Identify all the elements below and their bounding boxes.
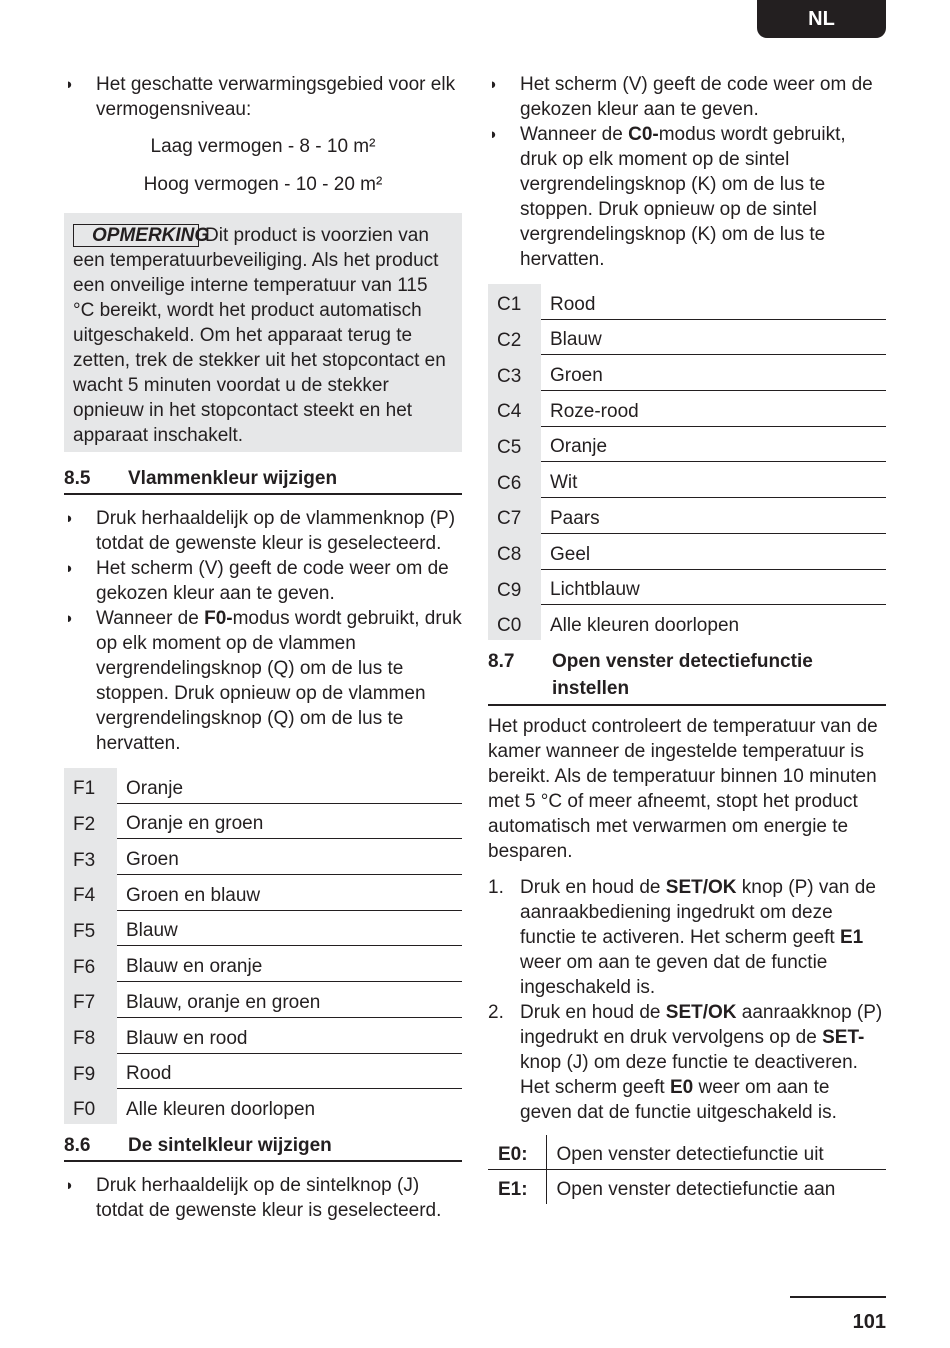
code-cell: C0 <box>488 605 541 640</box>
code-cell: C1 <box>488 284 541 319</box>
flame-color-row <box>64 803 462 839</box>
value-cell: Blauw <box>541 319 886 355</box>
left-column <box>64 72 462 1223</box>
value-cell: Oranje <box>541 426 886 462</box>
section-8-7-heading: 8.7 Open venster detectiefunctie instellen <box>488 648 886 706</box>
code-cell: C2 <box>488 319 541 355</box>
value-cell: Blauw <box>117 910 462 946</box>
flame-color-row <box>64 910 462 946</box>
step-2: 2. Druk en houd de SET/OK aanraakknop (P) ingedrukt en druk vervolgens op de SET- knop (J) om deze functie te deactiveren. Het scherm geeft E0 weer om aan te geven dat de functie uitgeschakeld is. <box>488 1001 883 1123</box>
code-cell: E0: <box>488 1135 546 1170</box>
language-tab: NL <box>757 0 886 38</box>
value-cell: Alle kleuren doorlopen <box>126 1098 316 1120</box>
ember-color-row <box>488 569 886 605</box>
value-cell: Blauw en oranje <box>117 946 462 982</box>
code-cell: C8 <box>488 533 541 569</box>
right-column <box>488 72 886 1204</box>
flame-color-row <box>64 875 462 911</box>
value-cell: Blauw en rood <box>117 1017 462 1053</box>
value-cell: Groen <box>117 839 462 875</box>
code-cell: F0 <box>64 1089 117 1124</box>
code-cell: C5 <box>488 426 541 462</box>
code-cell: F9 <box>64 1053 117 1089</box>
ember-color-row <box>488 462 886 498</box>
value-cell: Groen en blauw <box>117 875 462 911</box>
steps-list <box>488 875 886 1125</box>
code-cell: C9 <box>488 569 541 605</box>
ember-color-row <box>488 355 886 391</box>
flame-color-row <box>64 768 462 803</box>
value-cell: Open venster detectiefunctie uit <box>546 1135 886 1170</box>
code-cell: C6 <box>488 462 541 498</box>
flame-color-table <box>64 768 462 1124</box>
code-cell: F7 <box>64 982 117 1018</box>
code-cell: F2 <box>64 803 117 839</box>
value-cell: Alle kleuren doorlopen <box>550 614 740 636</box>
note-box <box>64 213 462 452</box>
ember-color-row <box>488 605 886 640</box>
step-1: 1. Druk en houd de SET/OK knop (P) van de aanraakbediening ingedrukt om deze functie te activeren. Het scherm geeft E1 weer om aan te geven dat de functie ingeschakeld is. <box>488 876 876 998</box>
ember-color-row <box>488 319 886 355</box>
value-cell: Blauw, oranje en groen <box>117 982 462 1018</box>
bullet-icon: ◗ <box>65 560 75 577</box>
value-cell: Oranje en groen <box>117 803 462 839</box>
ember-color-row <box>488 498 886 534</box>
flame-color-row <box>64 839 462 875</box>
note-label: OPMERKING <box>73 224 199 247</box>
value-cell: Lichtblauw <box>541 569 886 605</box>
value-cell: Paars <box>541 498 886 534</box>
value-cell: Geel <box>541 533 886 569</box>
value-cell: Oranje <box>117 768 462 803</box>
code-cell: C7 <box>488 498 541 534</box>
power-high: Hoog vermogen - 10 - 20 m² <box>143 174 383 195</box>
bullet-flame-screen: ◗ Het scherm (V) geeft de code weer om de gekozen kleur aan te geven. <box>65 558 449 604</box>
code-cell: F4 <box>64 875 117 911</box>
ember-color-row <box>488 284 886 319</box>
bullet-ember-lock: ◗ Wanneer de C0-modus wordt gebruikt, druk op elk moment op de sintel vergrendelingsknop (K) om de lus te stoppen. Druk opnieuw op de sintel vergrendelingsknop (K) om de lus te hervatten. <box>489 124 846 270</box>
ember-color-row <box>488 426 886 462</box>
value-cell: Wit <box>541 462 886 498</box>
flame-color-row <box>64 982 462 1018</box>
power-low: Laag vermogen - 8 - 10 m² <box>150 136 376 157</box>
bullet-icon: ◗ <box>489 126 499 143</box>
bullet-flame-button: ◗ Druk herhaaldelijk op de vlammenknop (P) totdat de gewenste kleur is geselecteerd. <box>65 508 456 554</box>
section-8-5-heading: 8.5 Vlammenkleur wijzigen <box>64 466 462 495</box>
flame-color-row <box>64 1089 462 1124</box>
flame-color-row <box>64 946 462 982</box>
bullet-ember-screen: ◗ Het scherm (V) geeft de code weer om de gekozen kleur aan te geven. <box>489 74 873 120</box>
ember-color-row <box>488 391 886 427</box>
bullet-ember-button: ◗ Druk herhaaldelijk op de sintelknop (J) totdat de gewenste kleur is geselecteerd. <box>65 1174 442 1221</box>
window-detection-row <box>488 1169 886 1204</box>
note-text: Dit product is voorzien van een temperatuurbeveiliging. Als het product een onveilige interne temperatuur van 115 °C bereikt, wordt het product automatisch uitgeschakeld. Om het apparaat terug te zetten, trek de stekker uit het stopcontact en wacht 5 minuten voordat u de stekker opnieuw in het stopcontact steekt en het apparaat inschakelt. <box>73 225 446 446</box>
page-number: 101 <box>852 1311 886 1333</box>
window-detection-row <box>488 1135 886 1170</box>
code-cell: F5 <box>64 910 117 946</box>
bullet-icon: ◗ <box>65 610 75 627</box>
section-8-7-intro: Het product controleert de temperatuur van de kamer wanneer de ingestelde temperatuur is bereikt. Als de temperatuur binnen 10 minuten met 5 °C of meer afneemt, stopt het product automatisch met verwarmen om energie te besparen. <box>488 715 878 862</box>
ember-color-table <box>488 284 886 640</box>
flame-color-row <box>64 1053 462 1089</box>
code-cell: F6 <box>64 946 117 982</box>
footer-rule <box>790 1296 886 1298</box>
section-8-6-heading: 8.6 De sintelkleur wijzigen <box>64 1133 462 1162</box>
code-cell: C3 <box>488 355 541 391</box>
code-cell: F3 <box>64 839 117 875</box>
window-detection-code-table <box>488 1135 886 1204</box>
code-cell: F8 <box>64 1017 117 1053</box>
flame-color-row <box>64 1017 462 1053</box>
bullet-icon: ◗ <box>65 1176 75 1194</box>
bullet-icon: ◗ <box>65 76 75 93</box>
code-cell: C4 <box>488 391 541 427</box>
code-cell: F1 <box>64 768 117 803</box>
value-cell: Rood <box>117 1053 462 1089</box>
bullet-flame-lock: ◗ Wanneer de F0-modus wordt gebruikt, druk op elk moment op de vlammen vergrendelingsknop (Q) om de lus te stoppen. Druk opnieuw op de vlammen vergrendelingsknop (Q) om de lus te hervatten. <box>65 608 462 754</box>
value-cell: Open venster detectiefunctie aan <box>556 1178 836 1200</box>
value-cell: Rood <box>541 284 886 319</box>
value-cell: Groen <box>541 355 886 391</box>
bullet-icon: ◗ <box>489 76 499 93</box>
bullet-heating-area: ◗ Het geschatte verwarmingsgebied voor elk vermogensniveau: <box>65 74 456 120</box>
ember-color-row <box>488 533 886 569</box>
code-cell: E1: <box>488 1169 546 1204</box>
bullet-icon: ◗ <box>65 510 75 527</box>
value-cell: Roze-rood <box>541 391 886 427</box>
